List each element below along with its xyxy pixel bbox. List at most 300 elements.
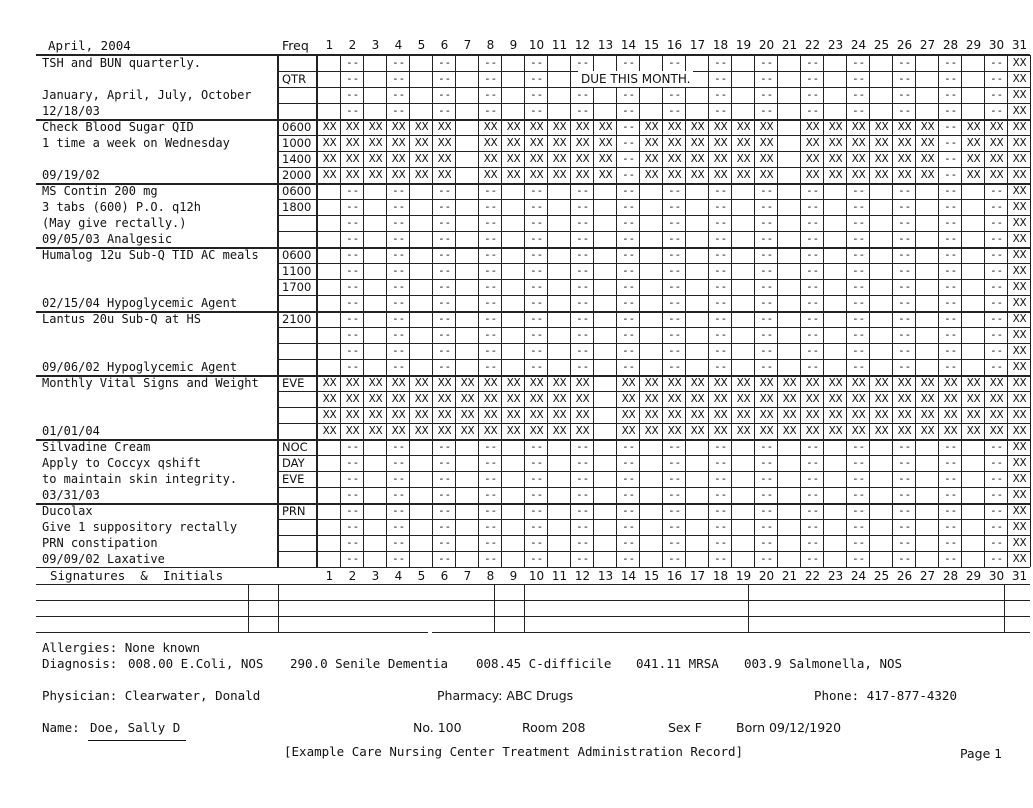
day-number: 1 — [325, 569, 334, 583]
administration-mark: - - — [899, 201, 910, 213]
administration-mark: XX — [414, 153, 429, 165]
day-number: 3 — [371, 38, 380, 52]
administration-mark: XX — [828, 153, 843, 165]
day-number: 7 — [463, 38, 472, 52]
administration-mark: - - — [853, 185, 864, 197]
administration-mark: XX — [506, 121, 521, 133]
administration-mark: - - — [715, 345, 726, 357]
administration-mark: - - — [853, 457, 864, 469]
administration-mark: - - — [945, 313, 956, 325]
administration-mark: XX — [529, 153, 544, 165]
administration-mark: - - — [991, 441, 1002, 453]
administration-mark: - - — [393, 105, 404, 117]
physician: Physician: Clearwater, Donald — [42, 688, 261, 703]
administration-mark: - - — [623, 457, 634, 469]
administration-mark: - - — [991, 313, 1002, 325]
administration-mark: - - — [531, 489, 542, 501]
administration-mark: - - — [347, 553, 358, 565]
administration-mark: - - — [347, 265, 358, 277]
administration-mark: - - — [577, 297, 588, 309]
administration-mark: XX — [690, 377, 705, 389]
order-text-line: Silvadine Cream — [42, 440, 151, 454]
administration-mark: - - — [623, 345, 634, 357]
administration-mark: - - — [715, 249, 726, 261]
administration-mark: - - — [991, 57, 1002, 69]
administration-mark: XX — [483, 153, 498, 165]
administration-mark: - - — [991, 73, 1002, 85]
administration-mark: - - — [485, 345, 496, 357]
administration-mark: - - — [623, 537, 634, 549]
administration-mark: - - — [853, 57, 864, 69]
frequency-label: QTR — [282, 72, 307, 86]
administration-mark: XX — [966, 121, 981, 133]
administration-mark: - - — [393, 345, 404, 357]
administration-mark: - - — [347, 297, 358, 309]
day-number: 20 — [758, 38, 775, 52]
administration-mark: XX — [1012, 361, 1027, 373]
frequency-label: 1700 — [282, 280, 312, 294]
page-number: Page 1 — [960, 746, 1003, 761]
administration-mark: - - — [899, 249, 910, 261]
administration-mark: - - — [577, 521, 588, 533]
administration-mark: - - — [715, 265, 726, 277]
administration-mark: XX — [437, 153, 452, 165]
administration-mark: - - — [761, 473, 772, 485]
administration-mark: XX — [575, 137, 590, 149]
administration-mark: - - — [945, 73, 956, 85]
day-number: 6 — [440, 569, 449, 583]
administration-mark: XX — [851, 121, 866, 133]
administration-mark: XX — [529, 169, 544, 181]
administration-mark: - - — [899, 233, 910, 245]
administration-mark: - - — [485, 521, 496, 533]
administration-mark: - - — [715, 505, 726, 517]
frequency-header: Freq — [282, 38, 309, 53]
administration-mark: - - — [853, 537, 864, 549]
signature-line — [36, 600, 1030, 601]
administration-mark: XX — [1012, 377, 1027, 389]
administration-mark: XX — [1012, 505, 1027, 517]
administration-mark: XX — [644, 393, 659, 405]
order-text-line: Ducolax — [42, 504, 93, 518]
administration-mark: - - — [669, 329, 680, 341]
administration-mark: XX — [345, 425, 360, 437]
administration-mark: - - — [807, 217, 818, 229]
administration-mark: - - — [623, 201, 634, 213]
administration-mark: - - — [945, 105, 956, 117]
administration-mark: XX — [989, 393, 1004, 405]
administration-mark: - - — [623, 217, 634, 229]
administration-mark: XX — [759, 153, 774, 165]
administration-mark: - - — [485, 489, 496, 501]
signature-divider — [278, 584, 279, 632]
administration-mark: XX — [575, 393, 590, 405]
administration-mark: - - — [393, 441, 404, 453]
administration-mark: XX — [644, 169, 659, 181]
administration-mark: - - — [393, 217, 404, 229]
day-number: 23 — [827, 569, 844, 583]
signature-line — [432, 632, 1030, 633]
administration-mark: XX — [322, 393, 337, 405]
administration-mark: - - — [623, 249, 634, 261]
administration-mark: XX — [552, 153, 567, 165]
administration-mark: XX — [713, 393, 728, 405]
administration-mark: XX — [1012, 521, 1027, 533]
administration-mark: - - — [761, 105, 772, 117]
administration-mark: - - — [531, 249, 542, 261]
administration-mark: XX — [644, 377, 659, 389]
administration-mark: - - — [439, 313, 450, 325]
pharmacy: Pharmacy: ABC Drugs — [437, 688, 574, 703]
administration-mark: - - — [347, 89, 358, 101]
administration-mark: - - — [577, 249, 588, 261]
administration-mark: - - — [715, 537, 726, 549]
administration-mark: - - — [899, 185, 910, 197]
administration-mark: XX — [483, 425, 498, 437]
administration-mark: - - — [669, 217, 680, 229]
administration-mark: XX — [322, 409, 337, 421]
administration-mark: - - — [485, 89, 496, 101]
room-number: Room 208 — [522, 720, 586, 735]
administration-mark: XX — [713, 377, 728, 389]
administration-mark: - - — [899, 361, 910, 373]
administration-mark: - - — [485, 233, 496, 245]
administration-mark: XX — [782, 393, 797, 405]
day-number: 19 — [735, 569, 752, 583]
day-number: 22 — [804, 569, 821, 583]
administration-mark: XX — [437, 121, 452, 133]
administration-mark: - - — [853, 489, 864, 501]
administration-mark: XX — [598, 121, 613, 133]
administration-mark: XX — [552, 393, 567, 405]
administration-mark: - - — [761, 313, 772, 325]
administration-mark: XX — [897, 169, 912, 181]
administration-mark: - - — [899, 473, 910, 485]
administration-mark: XX — [1012, 393, 1027, 405]
administration-mark: XX — [414, 169, 429, 181]
administration-mark: XX — [414, 409, 429, 421]
administration-mark: XX — [391, 153, 406, 165]
administration-mark: - - — [623, 313, 634, 325]
administration-mark: XX — [805, 393, 820, 405]
administration-mark: - - — [485, 57, 496, 69]
administration-mark: XX — [759, 425, 774, 437]
administration-mark: XX — [322, 121, 337, 133]
administration-mark: XX — [414, 377, 429, 389]
administration-mark: XX — [966, 409, 981, 421]
administration-mark: - - — [991, 473, 1002, 485]
administration-mark: - - — [439, 473, 450, 485]
day-number: 15 — [643, 38, 660, 52]
administration-mark: - - — [623, 169, 634, 181]
administration-mark: - - — [761, 281, 772, 293]
administration-mark: XX — [1012, 73, 1027, 85]
administration-mark: - - — [899, 345, 910, 357]
administration-mark: - - — [485, 185, 496, 197]
order-text-line: 09/05/03 Analgesic — [42, 232, 173, 246]
administration-mark: - - — [531, 57, 542, 69]
administration-mark: - - — [715, 201, 726, 213]
administration-mark: XX — [529, 425, 544, 437]
administration-mark: - - — [577, 505, 588, 517]
administration-mark: XX — [920, 169, 935, 181]
administration-mark: - - — [807, 473, 818, 485]
administration-mark: XX — [1012, 425, 1027, 437]
administration-mark: - - — [899, 281, 910, 293]
administration-mark: XX — [828, 425, 843, 437]
administration-mark: XX — [690, 425, 705, 437]
administration-mark: - - — [669, 313, 680, 325]
administration-mark: - - — [991, 201, 1002, 213]
administration-mark: XX — [368, 377, 383, 389]
administration-mark: - - — [899, 329, 910, 341]
administration-mark: - - — [899, 537, 910, 549]
frequency-label: EVE — [282, 472, 305, 486]
administration-mark: XX — [391, 393, 406, 405]
administration-mark: XX — [1012, 217, 1027, 229]
administration-mark: - - — [485, 553, 496, 565]
administration-mark: - - — [853, 345, 864, 357]
administration-mark: XX — [989, 121, 1004, 133]
administration-mark: - - — [623, 521, 634, 533]
administration-mark: XX — [851, 409, 866, 421]
administration-mark: - - — [991, 105, 1002, 117]
administration-mark: - - — [577, 105, 588, 117]
administration-mark: - - — [439, 73, 450, 85]
administration-mark: XX — [805, 377, 820, 389]
administration-mark: - - — [669, 105, 680, 117]
administration-mark: - - — [991, 505, 1002, 517]
day-number: 1 — [325, 38, 334, 52]
administration-mark: - - — [393, 537, 404, 549]
administration-mark: XX — [897, 137, 912, 149]
frequency-label: 1800 — [282, 200, 312, 214]
administration-mark: - - — [577, 233, 588, 245]
administration-mark: - - — [761, 233, 772, 245]
administration-mark: - - — [807, 329, 818, 341]
administration-mark: - - — [853, 105, 864, 117]
administration-mark: - - — [807, 345, 818, 357]
administration-mark: - - — [853, 505, 864, 517]
administration-mark: XX — [897, 121, 912, 133]
administration-mark: XX — [897, 377, 912, 389]
administration-mark: - - — [439, 265, 450, 277]
administration-mark: - - — [577, 457, 588, 469]
administration-mark: - - — [807, 105, 818, 117]
administration-mark: - - — [945, 553, 956, 565]
administration-mark: XX — [598, 169, 613, 181]
administration-mark: XX — [552, 137, 567, 149]
administration-mark: - - — [807, 505, 818, 517]
administration-mark: XX — [552, 377, 567, 389]
administration-mark: - - — [439, 441, 450, 453]
administration-mark: XX — [368, 153, 383, 165]
administration-mark: - - — [439, 185, 450, 197]
day-number: 11 — [551, 569, 568, 583]
administration-mark: - - — [439, 57, 450, 69]
administration-mark: - - — [485, 297, 496, 309]
administration-mark: XX — [736, 169, 751, 181]
administration-mark: - - — [761, 249, 772, 261]
administration-mark: - - — [991, 521, 1002, 533]
administration-mark: - - — [807, 457, 818, 469]
administration-mark: - - — [899, 73, 910, 85]
administration-mark: XX — [575, 409, 590, 421]
day-number: 27 — [919, 38, 936, 52]
administration-mark: XX — [506, 377, 521, 389]
day-number: 30 — [988, 38, 1005, 52]
administration-mark: - - — [761, 265, 772, 277]
administration-mark: - - — [347, 313, 358, 325]
order-text-line: MS Contin 200 mg — [42, 184, 158, 198]
administration-mark: - - — [577, 217, 588, 229]
administration-mark: XX — [713, 121, 728, 133]
administration-mark: - - — [669, 201, 680, 213]
name-underline — [88, 740, 186, 741]
administration-mark: - - — [439, 201, 450, 213]
administration-mark: - - — [577, 201, 588, 213]
administration-mark: - - — [347, 57, 358, 69]
administration-mark: XX — [736, 137, 751, 149]
administration-mark: XX — [483, 409, 498, 421]
administration-mark: - - — [761, 521, 772, 533]
administration-mark: - - — [807, 521, 818, 533]
administration-mark: XX — [874, 169, 889, 181]
administration-mark: - - — [393, 313, 404, 325]
administration-mark: XX — [713, 169, 728, 181]
administration-mark: XX — [345, 153, 360, 165]
administration-mark: - - — [623, 57, 634, 69]
administration-mark: XX — [529, 121, 544, 133]
signatures-title: Signatures & Initials — [50, 568, 224, 583]
administration-mark: XX — [851, 169, 866, 181]
administration-mark: - - — [347, 537, 358, 549]
administration-mark: - - — [853, 281, 864, 293]
diagnosis-item: 041.11 MRSA — [636, 656, 719, 671]
administration-mark: - - — [577, 89, 588, 101]
administration-mark: XX — [713, 425, 728, 437]
administration-mark: - - — [485, 73, 496, 85]
administration-mark: - - — [347, 489, 358, 501]
administration-mark: - - — [669, 249, 680, 261]
administration-mark: XX — [920, 121, 935, 133]
administration-mark: XX — [598, 153, 613, 165]
frequency-label: PRN — [282, 504, 306, 518]
administration-mark: - - — [991, 233, 1002, 245]
day-number: 7 — [463, 569, 472, 583]
administration-mark: - - — [945, 537, 956, 549]
administration-mark: - - — [899, 553, 910, 565]
administration-mark: XX — [736, 153, 751, 165]
administration-mark: XX — [713, 409, 728, 421]
administration-mark: - - — [807, 553, 818, 565]
administration-mark: - - — [669, 57, 680, 69]
administration-mark: XX — [437, 409, 452, 421]
administration-mark: - - — [945, 201, 956, 213]
administration-mark: - - — [393, 57, 404, 69]
administration-mark: XX — [575, 121, 590, 133]
day-number: 13 — [597, 38, 614, 52]
administration-mark: XX — [828, 121, 843, 133]
administration-mark: - - — [715, 553, 726, 565]
administration-mark: - - — [485, 361, 496, 373]
administration-mark: - - — [761, 329, 772, 341]
administration-mark: XX — [874, 121, 889, 133]
administration-mark: - - — [807, 265, 818, 277]
administration-mark: XX — [391, 425, 406, 437]
administration-mark: - - — [853, 233, 864, 245]
administration-mark: - - — [853, 329, 864, 341]
order-text-line: Humalog 12u Sub-Q TID AC meals — [42, 248, 259, 262]
administration-mark: - - — [393, 89, 404, 101]
administration-mark: - - — [669, 537, 680, 549]
day-number: 18 — [712, 569, 729, 583]
facility-title: [Example Care Nursing Center Treatment Administration Record] — [284, 744, 744, 759]
administration-mark: XX — [851, 377, 866, 389]
order-text-line: 09/06/02 Hypoglycemic Agent — [42, 360, 238, 374]
administration-mark: - - — [807, 313, 818, 325]
administration-mark: XX — [667, 425, 682, 437]
administration-mark: - - — [577, 329, 588, 341]
administration-mark: XX — [1012, 345, 1027, 357]
administration-mark: XX — [368, 409, 383, 421]
day-number: 29 — [965, 569, 982, 583]
administration-mark: - - — [347, 441, 358, 453]
day-number: 5 — [417, 569, 426, 583]
administration-mark: XX — [782, 409, 797, 421]
order-text-line: TSH and BUN quarterly. — [42, 56, 201, 70]
administration-mark: - - — [853, 265, 864, 277]
administration-mark: - - — [393, 185, 404, 197]
day-number: 30 — [988, 569, 1005, 583]
administration-mark: - - — [623, 329, 634, 341]
administration-mark: - - — [577, 441, 588, 453]
administration-mark: - - — [991, 553, 1002, 565]
administration-mark: - - — [347, 73, 358, 85]
administration-mark: XX — [736, 377, 751, 389]
administration-mark: XX — [1012, 105, 1027, 117]
administration-mark: - - — [761, 217, 772, 229]
sex: Sex F — [668, 720, 702, 735]
administration-mark: - - — [577, 473, 588, 485]
administration-mark: - - — [347, 345, 358, 357]
day-number: 24 — [850, 38, 867, 52]
administration-mark: - - — [715, 521, 726, 533]
administration-mark: XX — [506, 137, 521, 149]
day-number: 13 — [597, 569, 614, 583]
order-text-line: Give 1 suppository rectally — [42, 520, 238, 534]
administration-mark: - - — [991, 537, 1002, 549]
signature-divider — [748, 584, 749, 632]
administration-mark: XX — [506, 169, 521, 181]
administration-mark: XX — [345, 169, 360, 181]
administration-mark: XX — [667, 153, 682, 165]
administration-mark: XX — [391, 137, 406, 149]
administration-mark: - - — [853, 217, 864, 229]
name-label: Name: — [42, 720, 80, 735]
administration-mark: - - — [715, 185, 726, 197]
administration-mark: - - — [485, 537, 496, 549]
administration-mark: XX — [874, 377, 889, 389]
diagnosis-item: 008.00 E.Coli, NOS — [128, 656, 264, 671]
administration-mark: - - — [807, 89, 818, 101]
administration-mark: XX — [506, 425, 521, 437]
order-text-line: PRN constipation — [42, 536, 158, 550]
administration-mark: - - — [715, 89, 726, 101]
administration-mark: - - — [485, 329, 496, 341]
order-text-line: 12/18/03 — [42, 104, 100, 118]
administration-mark: XX — [644, 121, 659, 133]
